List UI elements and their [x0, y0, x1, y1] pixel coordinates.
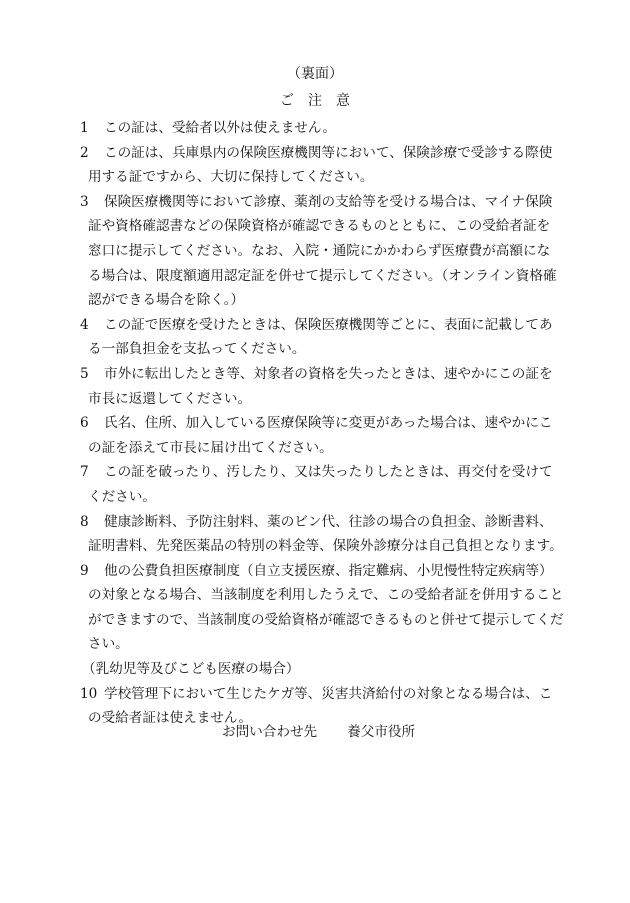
notes-list — [80, 116, 564, 731]
note-line — [80, 460, 554, 485]
note-text: 健康診断料、予防注射料、薬のビン代、往診の場合の負担金、診断書料、 — [104, 513, 553, 530]
note-item — [80, 460, 554, 509]
note-text: ください。 — [88, 488, 156, 505]
note-text: の対象となる場合、当該制度を利用したうえで、この受給者証を併用すること — [88, 587, 564, 604]
note-number: 1 — [80, 120, 89, 136]
note-line — [80, 583, 564, 608]
note-line — [80, 485, 554, 510]
note-line — [80, 436, 554, 461]
note-text: 学校管理下において生じたケガ等、災害共済給付の対象となる場合は、こ — [104, 685, 553, 702]
note-line — [80, 534, 563, 559]
note-line — [80, 313, 554, 338]
note-number: 7 — [80, 464, 89, 481]
note-number: 9 — [80, 562, 89, 579]
note-number: 5 — [80, 365, 89, 382]
note-line — [80, 510, 554, 535]
note-number: 4 — [80, 316, 89, 333]
note-line — [80, 165, 554, 190]
note-line — [80, 682, 554, 707]
note-text: さい。 — [88, 636, 129, 653]
note-line — [80, 608, 564, 633]
contact-org: 養父市役所 — [347, 724, 416, 740]
note-text: る場合は、限度額適用認定証を併せて提示してください。（オンライン資格確 — [88, 267, 557, 284]
note-item — [80, 411, 554, 460]
note-text: の証を添えて市長に届け出てください。 — [88, 439, 333, 456]
note-text: 証明書料、先発医薬品の特別の料金等、保険外診療分は自己負担となります。 — [88, 538, 563, 555]
note-text: 証や資格確認書などの保険資格が確認できるものとともに、この受給者証を — [88, 218, 551, 235]
note-item — [80, 190, 557, 313]
note-line — [80, 141, 554, 166]
note-text: 認ができる場合を除く。） — [88, 292, 245, 309]
note-number: 2 — [80, 144, 89, 161]
section-label: （乳幼児等及びこども医療の場合） — [82, 661, 300, 678]
note-item — [80, 559, 564, 657]
note-number: 8 — [80, 513, 89, 530]
note-text: ができますので、当該制度の受給資格が確認できるものと併せて提示してくだ — [88, 611, 564, 628]
note-line — [80, 559, 554, 584]
note-item — [80, 510, 563, 559]
note-text: る一部負担金を支払ってください。 — [88, 341, 306, 358]
note-line — [80, 116, 554, 141]
note-line — [80, 632, 554, 657]
contact-line — [222, 722, 415, 742]
notes-container — [80, 116, 564, 657]
note-item — [80, 313, 554, 362]
note-line — [80, 387, 554, 412]
note-text: 市外に転出したとき等、対象者の資格を失ったときは、速やかにこの証を — [104, 365, 553, 382]
side-label: （裏面） — [287, 66, 343, 82]
note-text: この証は、兵庫県内の保険医療機関等において、保険診療で受診する際使 — [104, 144, 553, 161]
note-line — [80, 362, 554, 387]
note-text: の受給者証は使えません。 — [88, 710, 252, 727]
note-line — [80, 337, 554, 362]
note-line — [80, 288, 554, 313]
note-number: 6 — [80, 415, 89, 432]
note-text: 氏名、住所、加入している医療保険等に変更があった場合は、速やかにこ — [104, 415, 553, 432]
note-text: 他の公費負担医療制度（自立支援医療、指定難病、小児慢性特定疾病等） — [104, 562, 553, 579]
page-title: ご 注 意 — [280, 93, 350, 109]
note-text: この証は、受給者以外は使えません。 — [104, 120, 336, 136]
note-line — [80, 411, 554, 436]
note-item — [80, 362, 554, 411]
note-text: 市長に返還してください。 — [88, 390, 252, 407]
note-text: 保険医療機関等において診療、薬剤の支給等を受ける場合は、マイナ保険 — [104, 193, 553, 210]
contact-label: お問い合わせ先 — [222, 724, 318, 740]
note-number: 3 — [80, 193, 89, 210]
note-text: 用する証ですから、大切に保持してください。 — [88, 169, 374, 186]
note-line — [80, 239, 554, 264]
note-text: この証で医療を受けたときは、保険医療機関等ごとに、表面に記載してあ — [104, 316, 553, 333]
note-item — [80, 116, 554, 141]
note-line — [80, 214, 554, 239]
note-line — [80, 264, 557, 289]
note-text: この証を破ったり、汚したり、又は失ったりしたときは、再交付を受けて — [104, 464, 553, 481]
note-text: 窓口に提示してください。なお、入院・通院にかかわらず医療費が高額にな — [88, 242, 551, 259]
note-number: 10 — [80, 685, 98, 702]
note-item — [80, 141, 554, 190]
note-line — [80, 190, 554, 215]
